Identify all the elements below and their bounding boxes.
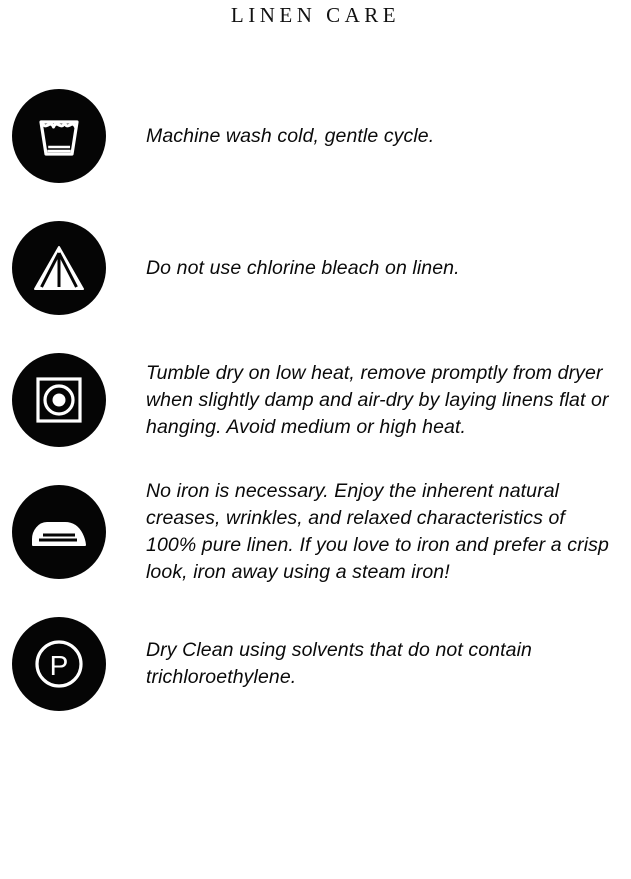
list-item <box>0 70 631 202</box>
list-item-label: Tumble dry on low heat, remove promptly from dryer when slightly damp and air-dry by laying linens flat or hanging. Avoid medium or high heat. <box>146 361 609 438</box>
list-item-label: Do not use chlorine bleach on linen. <box>146 256 460 279</box>
iron-icon <box>12 485 106 579</box>
dry-clean-p-icon <box>12 617 106 711</box>
page-title: LINEN CARE <box>230 3 401 27</box>
list-item-label: Machine wash cold, gentle cycle. <box>146 124 435 147</box>
list-item <box>0 598 631 730</box>
list-item <box>0 466 631 598</box>
care-instruction-list <box>0 70 631 730</box>
do-not-bleach-icon <box>12 221 106 315</box>
machine-wash-icon <box>12 89 106 183</box>
svg-text:P: P <box>49 650 69 681</box>
list-item-label: No iron is necessary. Enjoy the inherent natural creases, wrinkles, and relaxed characteristics of 100% pure linen. If you love to iron and prefer a crisp look, iron away using a steam iron! <box>146 480 609 583</box>
list-item-label: Dry Clean using solvents that do not contain trichloroethylene. <box>146 639 532 688</box>
list-item <box>0 334 631 466</box>
tumble-dry-low-icon <box>12 353 106 447</box>
list-item <box>0 202 631 334</box>
